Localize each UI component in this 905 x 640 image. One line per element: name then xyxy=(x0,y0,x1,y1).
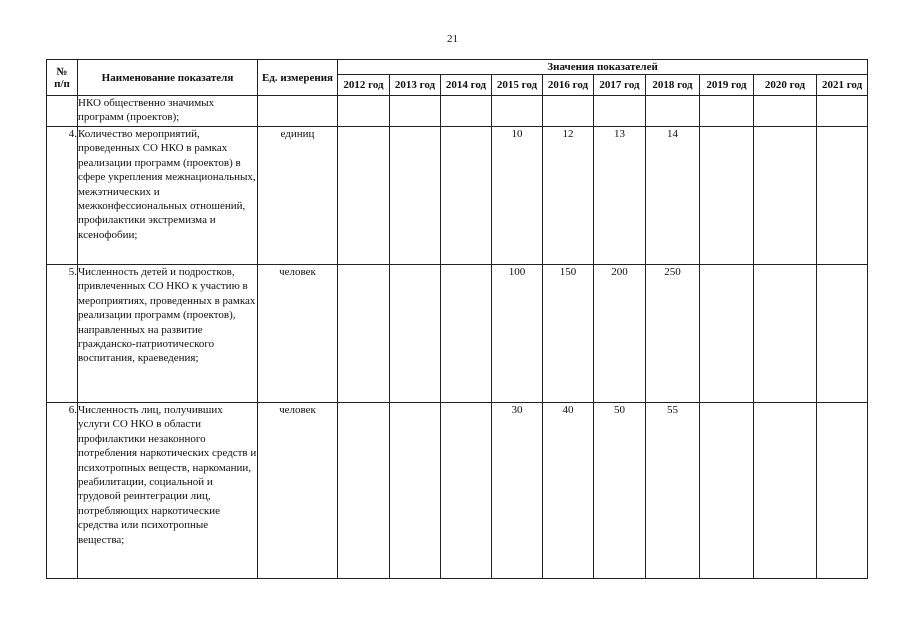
table-row xyxy=(47,265,868,403)
value-cell xyxy=(390,96,441,127)
row-number: 6. xyxy=(47,403,78,579)
year-column-header: 2021 год xyxy=(817,75,868,96)
value-cell xyxy=(817,96,868,127)
value-cell: 250 xyxy=(646,265,700,403)
value-cell xyxy=(390,403,441,579)
year-column-header: 2019 год xyxy=(700,75,754,96)
table-row xyxy=(47,96,868,127)
indicators-table xyxy=(46,59,868,579)
num-column-header: № п/п xyxy=(47,60,78,96)
value-cell xyxy=(390,265,441,403)
value-cell: 10 xyxy=(492,127,543,265)
value-cell: 14 xyxy=(646,127,700,265)
value-cell xyxy=(817,265,868,403)
year-column-header: 2013 год xyxy=(390,75,441,96)
value-cell: 12 xyxy=(543,127,594,265)
value-cell xyxy=(338,127,390,265)
table-body xyxy=(47,96,868,579)
header-row-top xyxy=(47,60,868,75)
unit-of-measure: человек xyxy=(258,265,338,403)
value-cell xyxy=(441,265,492,403)
value-cell: 55 xyxy=(646,403,700,579)
unit-of-measure xyxy=(258,96,338,127)
value-cell xyxy=(441,127,492,265)
year-column-header: 2020 год xyxy=(754,75,817,96)
unit-of-measure: единиц xyxy=(258,127,338,265)
value-cell: 150 xyxy=(543,265,594,403)
value-cell xyxy=(492,96,543,127)
year-column-header: 2016 год xyxy=(543,75,594,96)
value-cell xyxy=(700,403,754,579)
value-cell xyxy=(700,96,754,127)
value-cell xyxy=(390,127,441,265)
row-number: 5. xyxy=(47,265,78,403)
value-cell xyxy=(754,96,817,127)
value-cell xyxy=(754,265,817,403)
value-cell xyxy=(646,96,700,127)
value-cell xyxy=(817,127,868,265)
value-cell: 50 xyxy=(594,403,646,579)
value-cell xyxy=(543,96,594,127)
year-column-header: 2014 год xyxy=(441,75,492,96)
values-group-header: Значения показателей xyxy=(338,60,868,75)
value-cell xyxy=(441,403,492,579)
value-cell xyxy=(700,265,754,403)
value-cell xyxy=(338,403,390,579)
year-column-header: 2012 год xyxy=(338,75,390,96)
value-cell xyxy=(441,96,492,127)
row-number xyxy=(47,96,78,127)
indicator-name: Количество мероприятий, проведенных СО НКО в рамках реализации программ (проектов) в сфере укрепления межнациональных, межэтнических и межконфессиональных отношений, профилактики экстремизма и ксенофобии; xyxy=(78,127,258,265)
value-cell: 13 xyxy=(594,127,646,265)
year-column-header: 2018 год xyxy=(646,75,700,96)
row-number: 4. xyxy=(47,127,78,265)
indicator-name: Численность лиц, получивших услуги СО НКО в области профилактики незаконного потребления наркотических средств и психотропных веществ, наркомании, реабилитации, социальной и трудовой реинтеграции лиц, потребляющих наркотические средства или психотропные вещества; xyxy=(78,403,258,579)
unit-column-header: Ед. измерения xyxy=(258,60,338,96)
table-row xyxy=(47,127,868,265)
value-cell: 200 xyxy=(594,265,646,403)
page-number: 21 xyxy=(447,33,458,45)
value-cell xyxy=(338,96,390,127)
year-column-header: 2015 год xyxy=(492,75,543,96)
value-cell xyxy=(817,403,868,579)
value-cell xyxy=(700,127,754,265)
value-cell: 30 xyxy=(492,403,543,579)
indicator-name: НКО общественно значимых программ (проектов); xyxy=(78,96,258,127)
value-cell xyxy=(594,96,646,127)
value-cell: 100 xyxy=(492,265,543,403)
table-row xyxy=(47,403,868,579)
unit-of-measure: человек xyxy=(258,403,338,579)
value-cell: 40 xyxy=(543,403,594,579)
year-column-header: 2017 год xyxy=(594,75,646,96)
indicator-name: Численность детей и подростков, привлеченных СО НКО к участию в мероприятиях, проведенных в рамках реализации программ (проектов), направленных на развитие гражданско-патриотического воспитания, краеведения; xyxy=(78,265,258,403)
value-cell xyxy=(754,127,817,265)
value-cell xyxy=(754,403,817,579)
value-cell xyxy=(338,265,390,403)
name-column-header: Наименование показателя xyxy=(78,60,258,96)
